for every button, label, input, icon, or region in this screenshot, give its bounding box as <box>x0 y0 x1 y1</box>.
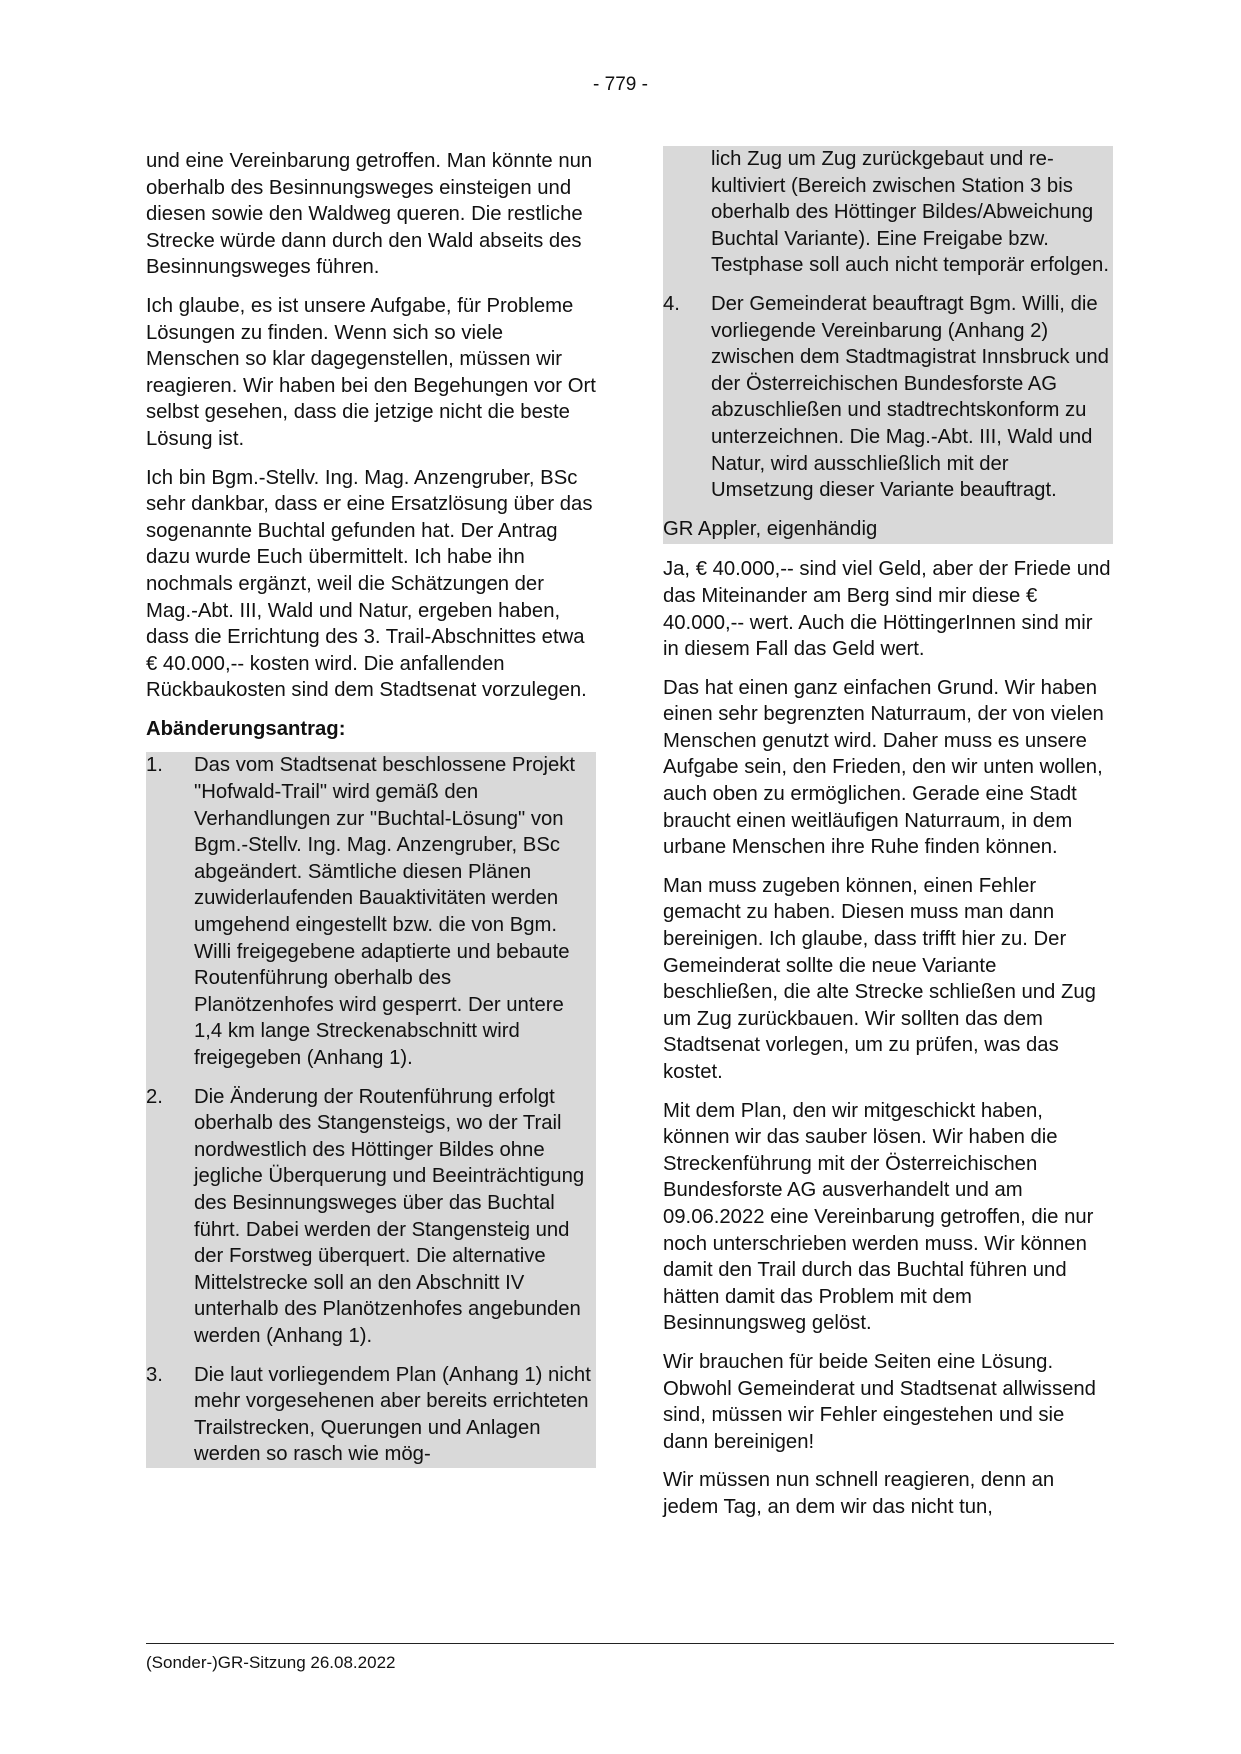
item-number: 4. <box>663 292 680 315</box>
item-text-continued: lich Zug um Zug zurückgebaut und rekultiviert (Bereich zwischen Station 3 bis oberhalb des Höttinger Bildes/Abweichung Buchtal Variante). Eine Freigabe bzw. Testphase soll auch nicht temporär erfolgen. <box>711 148 1109 277</box>
item-text: Das vom Stadtsenat beschlossene Projekt "Hofwald-Trail" wird gemäß den Verhandlungen zur "Buchtal-Lösung" von Bgm.-Stellv. Ing. Mag. Anzengruber, BSc abgeändert. Sämtliche diesen Plänen zuwiderlaufenden Bauaktivitäten werden umgehend eingestellt bzw. die von Bgm. Willi freigegebene adaptierte und bebaute Routenführung oberhalb des Planötzenhofes wird gesperrt. Der untere 1,4 km lange Streckenabschnitt wird freigegeben (Anhang 1). <box>194 754 576 1069</box>
item-text: Die Änderung der Routenführung erfolgt oberhalb des Stangensteigs, wo der Trail nordwestlich des Höttinger Bildes ohne jegliche Überquerung und Beeinträchtigung des Besinnungsweges über das Buchtal führt. Dabei werden der Stangensteig und der Forstweg überquert. Die alternative Mittelstrecke soll an den Abschnitt IV unterhalb des Planötzenhofes angebunden werden (Anhang 1). <box>194 1085 585 1347</box>
amendment-heading: Abänderungsantrag: <box>146 717 346 740</box>
page-number: - 779 - <box>593 74 648 95</box>
item-text: Der Gemeinderat beauftragt Bgm. Willi, die vorliegende Vereinbarung (Anhang 2) zwischen dem Stadtmagistrat Innsbruck und der Österreichischen Bundesforste AG abzuschließen und stadtrechtskonform zu unterzeichnen. Die Mag.-Abt. III, Wald und Natur, wird ausschließlich mit der Umsetzung dieser Variante beauftragt. <box>711 292 1109 502</box>
paragraph: Ich glaube, es ist unsere Aufgabe, für Probleme Lösungen zu finden. Wenn sich so viele Menschen so klar dagegenstellen, müssen wir reagieren. Wir haben bei den Begehungen vor Ort selbst gesehen, dass die jetzige nicht die beste Lösung ist. <box>146 294 596 450</box>
paragraph: Ja, € 40.000,-- sind viel Geld, aber der Friede und das Miteinander am Berg sind mir diese € 40.000,-- wert. Auch die HöttingerInnen sind mir in diesem Fall das Geld wert. <box>663 558 1111 661</box>
footer-divider <box>146 1643 1114 1644</box>
paragraph: Das hat einen ganz einfachen Grund. Wir haben einen sehr begrenzten Naturraum, der von vielen Menschen genutzt wird. Daher muss es unsere Aufgabe sein, den Frieden, den wir unten wollen, auch oben zu ermöglichen. Gerade eine Stadt braucht einen weitläufigen Naturraum, in dem urbane Menschen ihre Ruhe finden können. <box>663 676 1104 859</box>
list-item <box>146 752 596 1071</box>
item-text: Die laut vorliegendem Plan (Anhang 1) nicht mehr vorgesehenen aber bereits errichteten Trailstrecken, Querungen und Anlagen werden so rasch wie mög- <box>194 1363 591 1466</box>
paragraph: Wir müssen nun schnell reagieren, denn an jedem Tag, an dem wir das nicht tun, <box>663 1469 1055 1518</box>
paragraph: Wir brauchen für beide Seiten eine Lösung. Obwohl Gemeinderat und Stadtsenat allwissend sind, müssen wir Fehler eingestehen und sie dann bereinigen! <box>663 1350 1096 1453</box>
paragraph: Man muss zugeben können, einen Fehler gemacht zu haben. Diesen muss man dann bereinigen. Ich glaube, dass trifft hier zu. Der Gemeinderat sollte die neue Variante beschließen, die alte Strecke schließen und Zug um Zug zurückbauen. Wir sollten das dem Stadtsenat vorlegen, um zu prüfen, was das kostet. <box>663 874 1096 1083</box>
paragraph: Mit dem Plan, den wir mitgeschickt haben, können wir das sauber lösen. Wir haben die Streckenführung mit der Österreichischen Bundesforste AG ausverhandelt und am 09.06.2022 eine Vereinbarung getroffen, die nur noch unterschrieben werden muss. Wir können damit den Trail durch das Buchtal führen und hätten damit das Problem mit dem Besinnungsweg gelöst. <box>663 1099 1094 1335</box>
signature-line: GR Appler, eigenhändig <box>663 517 878 540</box>
item-number: 2. <box>146 1085 163 1108</box>
item-number: 3. <box>146 1363 163 1386</box>
list-item <box>146 1084 596 1350</box>
amendment-list <box>146 752 596 1467</box>
list-item <box>146 1362 596 1468</box>
footer-text: (Sonder-)GR-Sitzung 26.08.2022 <box>146 1653 396 1672</box>
amendment-list-continued <box>663 146 1113 544</box>
list-item <box>663 291 1113 504</box>
paragraph: und eine Vereinbarung getroffen. Man könnte nun oberhalb des Besinnungsweges einsteigen und diesen sowie den Waldweg queren. Die restliche Strecke würde dann durch den Wald abseits des Besinnungsweges führen. <box>146 150 593 279</box>
item-number: 1. <box>146 754 163 777</box>
right-column <box>663 146 1113 1533</box>
paragraph: Ich bin Bgm.-Stellv. Ing. Mag. Anzengruber, BSc sehr dankbar, dass er eine Ersatzlösung über das sogenannte Buchtal gefunden hat. Der Antrag dazu wurde Euch übermittelt. Ich habe ihn nochmals ergänzt, weil die Schätzungen der Mag.-Abt. III, Wald und Natur, ergeben haben, dass die Errichtung des 3. Trail-Abschnittes etwa € 40.000,-- kosten wird. Die anfallenden Rückbaukosten sind dem Stadtsenat vorzulegen. <box>146 466 593 702</box>
left-column <box>146 148 596 1468</box>
